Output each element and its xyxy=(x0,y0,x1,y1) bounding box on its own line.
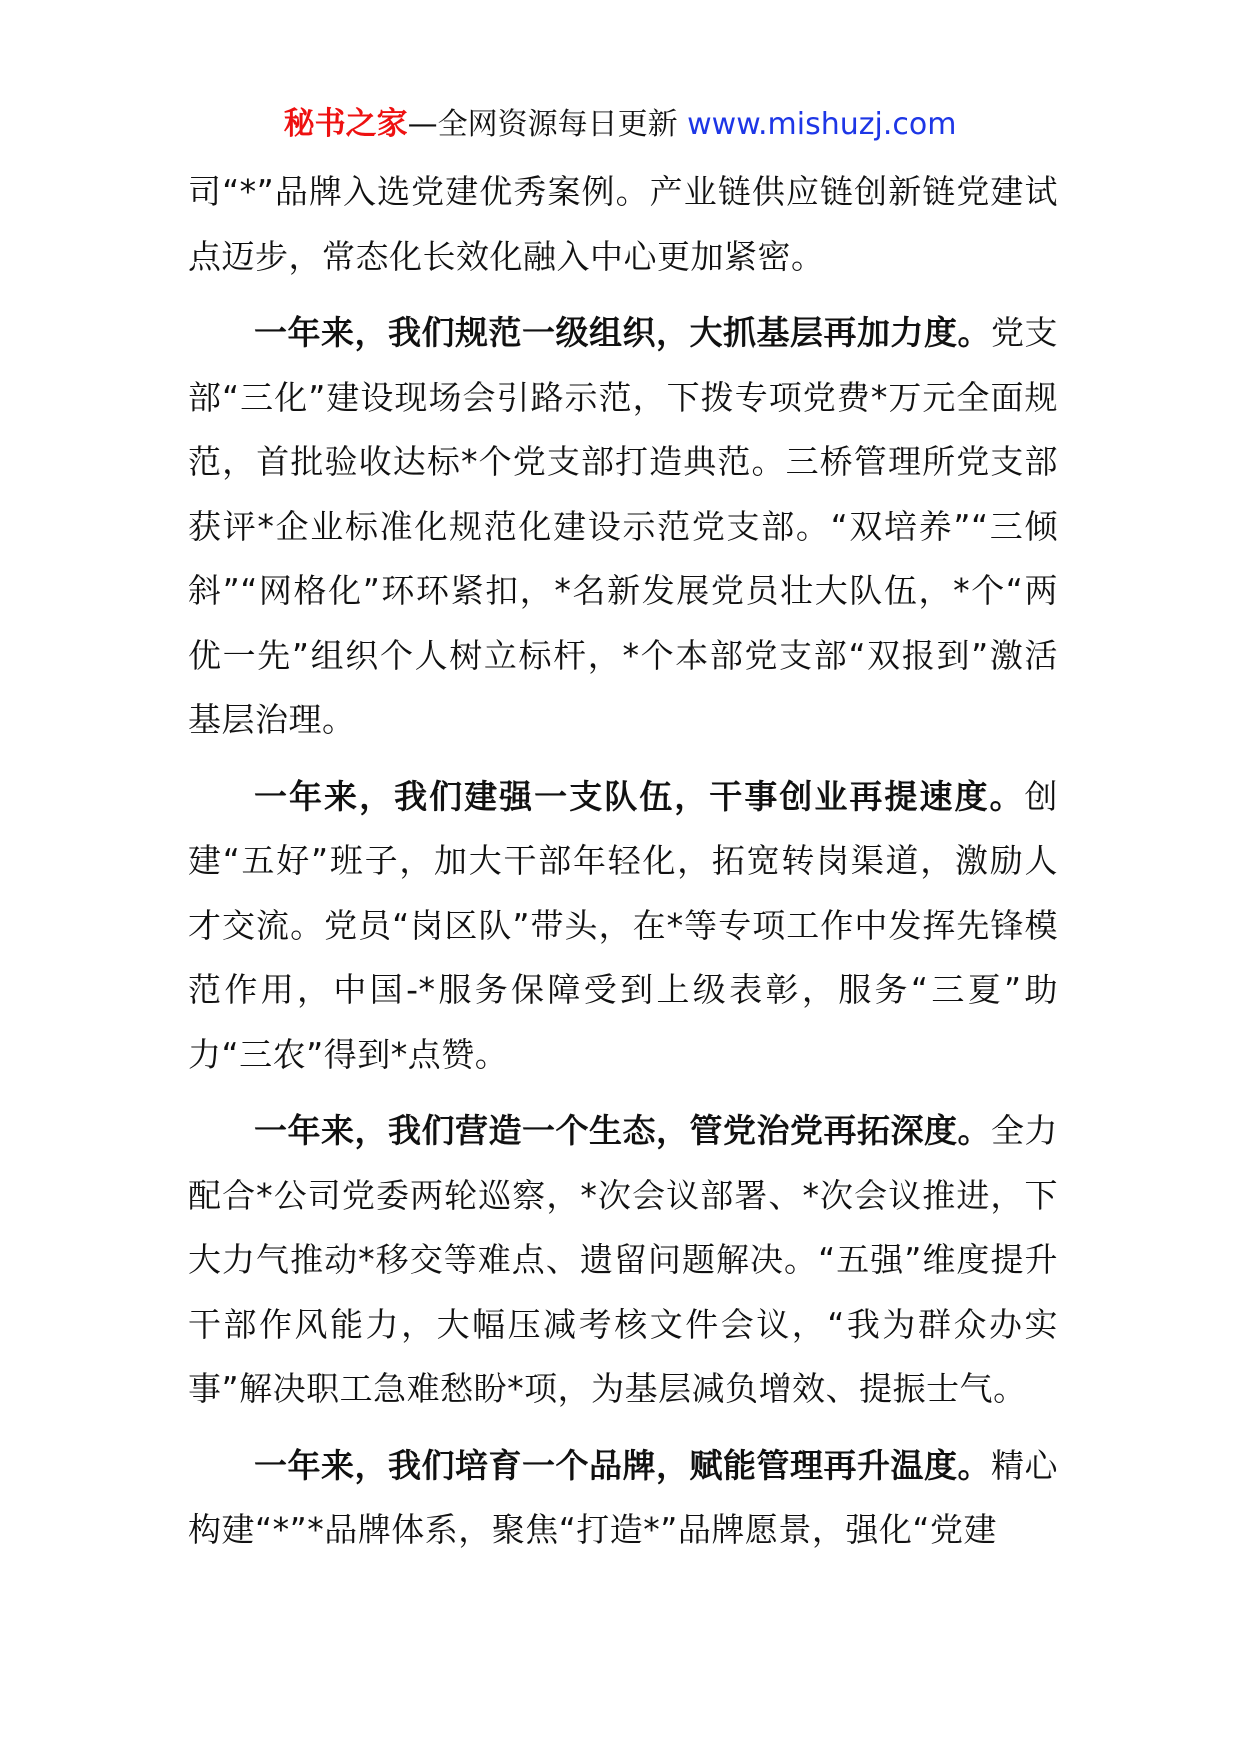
site-tagline: —全网资源每日更新 xyxy=(407,107,688,142)
paragraph-text: 创建“五好”班子，加大干部年轻化，拓宽转岗渠道，激励人才交流。党员“岗区队”带头，在*等专项工作中发挥先锋模范作用，中国-*服务保障受到上级表彰，服务“三夏”助力“三农”得到*点赞。 xyxy=(188,776,1058,1074)
paragraph-text: 司“*”品牌入选党建优秀案例。产业链供应链创新链党建试点迈步，常态化长效化融入中心更加紧密。 xyxy=(188,172,1058,276)
paragraph-text: 精心构建“*”*品牌体系，聚焦“打造*”品牌愿景，强化“党建 xyxy=(188,1445,1058,1549)
paragraph-ecology xyxy=(188,1099,1058,1422)
paragraph-organization xyxy=(188,301,1058,753)
site-header xyxy=(0,98,1240,151)
site-url-link[interactable]: www.mishuzj.com xyxy=(687,107,957,142)
paragraph-lead: 一年来，我们规范一级组织，大抓基层再加力度。 xyxy=(254,313,991,352)
paragraph-lead: 一年来，我们营造一个生态，管党治党再拓深度。 xyxy=(254,1111,991,1150)
paragraph-lead: 一年来，我们建强一支队伍，干事创业再提速度。 xyxy=(254,776,1025,816)
site-brand: 秘书之家 xyxy=(283,106,408,142)
document-body xyxy=(188,160,1058,1575)
paragraph-text: 全力配合*公司党委两轮巡察，*次会议部署、*次会议推进，下大力气推动*移交等难点、遗留问题解决。“五强”维度提升干部作风能力，大幅压减考核文件会议，“我为群众办实事”解决职工急难愁盼*项，为基层减负增效、提振士气。 xyxy=(188,1111,1058,1408)
paragraph-brand xyxy=(188,1434,1058,1563)
paragraph-team xyxy=(188,765,1058,1088)
paragraph-text: 党支部“三化”建设现场会引路示范，下拨专项党费*万元全面规范，首批验收达标*个党支部打造典范。三桥管理所党支部获评*企业标准化规范化建设示范党支部。“双培养”“三倾斜”“网格化”环环紧扣，*名新发展党员壮大队伍，*个“两优一先”组织个人树立标杆，*个本部党支部“双报到”激活基层治理。 xyxy=(188,313,1058,739)
paragraph-lead: 一年来，我们培育一个品牌，赋能管理再升温度。 xyxy=(254,1445,991,1485)
paragraph-continued xyxy=(188,160,1058,289)
